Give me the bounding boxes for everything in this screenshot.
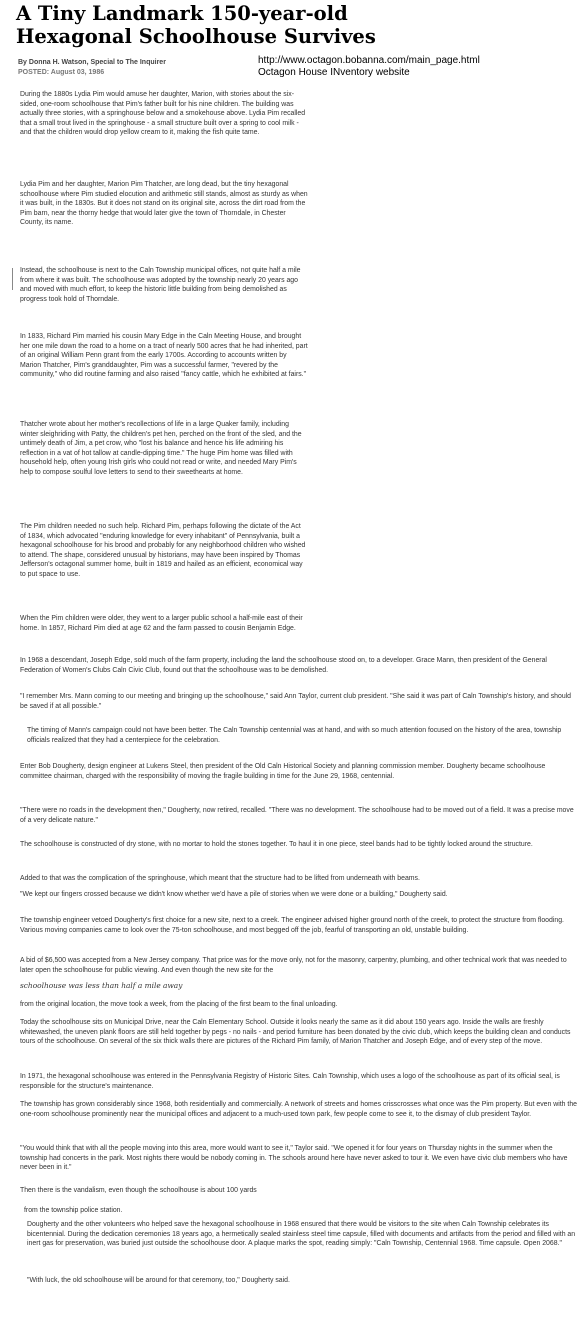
- paragraph-handwritten: schoolhouse was less than half a mile away: [20, 981, 183, 990]
- margin-rule: [12, 268, 13, 290]
- article-title: A Tiny Landmark 150-year-old Hexagonal Schoolhouse Survives: [16, 2, 376, 48]
- paragraph: Enter Bob Dougherty, design engineer at Lukens Steel, then president of the Old Caln Historical Society and planning commission member. Dougherty became schoolhouse committee chairman, charged with the responsibility of moving the fragile building in time for the June 29, 1968, centennial.: [20, 763, 546, 780]
- paragraph: In 1971, the hexagonal schoolhouse was entered in the Pennsylvania Registry of Historic Sites. Caln Township, which uses a logo of the schoolhouse as part of its official seal, is responsible for the structure's maintenance.: [20, 1073, 560, 1090]
- paragraph: The Pim children needed no such help. Richard Pim, perhaps following the dictate of the Act of 1834, which advocated "enduring knowledge for every inhabitant" of Pennsylvania, built a hexagonal schoolhouse for his brood and probably for any neighborhood children who wished to attend. The shape, considered unusual by historians, may have been inspired by Thomas Jefferson's octagonal summer home, built in 1819 and hailed as an efficient, economical way to put space to use.: [20, 523, 306, 578]
- paragraph: The township engineer vetoed Dougherty's first choice for a new site, next to a creek. The engineer advised higher ground north of the creek, to protect the structure from flooding. Various moving companies came to look over the 75-ton schoolhouse, and most begged off the job, fearful of transporting an old, unstable building.: [20, 917, 564, 934]
- paragraph: from the township police station.: [24, 1207, 123, 1214]
- paragraph: "I remember Mrs. Mann coming to our meeting and bringing up the schoolhouse," said Ann Taylor, current club president. "She said it was part of Caln Township's history, and should be saved if at all possible.": [20, 693, 572, 710]
- paragraph: Today the schoolhouse sits on Municipal Drive, near the Caln Elementary School. Outside it looks nearly the same as it did about 150 years ago. Inside the walls are freshly whitewashed, the uneven plank floors are still held together by pegs - no nails - and period furniture has been donated by the civic club, which keeps the building clean and conducts tours of the schoolhouse. On several of the six thick walls there are pictures of the Richard Pim family, of Marion Thatcher and Joseph Edge, and of every step of the move.: [20, 1019, 571, 1045]
- paragraph: In 1968 a descendant, Joseph Edge, sold much of the farm property, including the land the schoolhouse stood on, to a developer. Grace Mann, then president of the General Federation of Women's Clubs Caln Civic Club, found out that the schoolhouse was to be demolished.: [20, 657, 547, 674]
- paragraph: Thatcher wrote about her mother's recollections of life in a large Quaker family, including winter sleighriding with Patty, the children's pet hen, perched on the front of the sled, and the untimely death of Jim, a pet crow, who "lost his balance and hence his life admiring his reflection in a vat of hot tallow at candle-dipping time." The huge Pim home was filled with household help, often young Irish girls who could not read or write, and needed Mary Pim's help to compose soulful love letters to send to their sweethearts at home.: [20, 421, 302, 476]
- byline: By Donna H. Watson, Special to The Inquirer: [18, 59, 166, 66]
- paragraph: Then there is the vandalism, even though the schoolhouse is about 100 yards: [20, 1187, 257, 1194]
- paragraph: from the original location, the move took a week, from the placing of the first beam to the final unloading.: [20, 1001, 338, 1008]
- paragraph: A bid of $6,500 was accepted from a New Jersey company. That price was for the move only, not for the masonry, carpentry, plumbing, and other technical work that was needed to later open the schoolhouse for public viewing. And even though the new site for the: [20, 957, 567, 974]
- paragraph: "There were no roads in the development then," Dougherty, now retired, recalled. "There was no development. The schoolhouse had to be moved out of a field. It was a precise move of a very delicate nature.": [20, 807, 574, 824]
- paragraph: "With luck, the old schoolhouse will be around for that ceremony, too," Dougherty said.: [27, 1277, 290, 1284]
- paragraph: The schoolhouse is constructed of dry stone, with no mortar to hold the stones together. To haul it in one piece, steel bands had to be tightly locked around the structure.: [20, 841, 533, 848]
- paragraph: Lydia Pim and her daughter, Marion Pim Thatcher, are long dead, but the tiny hexagonal schoolhouse where Pim studied elocution and arithmetic still stands, almost as sturdy as when it was built, in the 1830s. But it does not stand on its original site, across the dirt road from the Pim barn, near the thorny hedge that would later give the town of Thorndale, in Chester County, its name.: [20, 181, 308, 226]
- paragraph: The timing of Mann's campaign could not have been better. The Caln Township centennial was at hand, and with so much attention focused on the history of the area, township officials realized that they had a centerpiece for the celebration.: [27, 727, 562, 744]
- paragraph: Added to that was the complication of the springhouse, which meant that the structure had to be lifted from underneath with beams.: [20, 875, 420, 882]
- source-label: Octagon House INventory website: [258, 67, 410, 78]
- paragraph: During the 1880s Lydia Pim would amuse her daughter, Marion, with stories about the six-sided, one-room schoolhouse that Pim's father built for his nine children. The building was actually three stories, with a springhouse below and a smokehouse above. Lydia Pim recalled that a small trout lived in the springhouse - a small structure built over a spring to cool milk - and that the children would drop yellow cream to it, making the fish quite tame.: [20, 91, 306, 136]
- source-url-link[interactable]: http://www.octagon.bobanna.com/main_page.html: [258, 55, 480, 66]
- paragraph: Instead, the schoolhouse is next to the Caln Township municipal offices, not quite half a mile from where it was built. The schoolhouse was adopted by the township nearly 20 years ago and moved with much effort, to keep the historic little building from being demolished as progress took hold of Thorndale.: [20, 267, 301, 303]
- paragraph: "You would think that with all the people moving into this area, more would want to see it," Taylor said. "We opened it for four years on Thursday nights in the summer when the township had concerts in the park. Most nights there would be nobody coming in. The schools around here have never asked to tour it. We even have civic club members who have never been in it.": [20, 1145, 568, 1171]
- paragraph: When the Pim children were older, they went to a larger public school a half-mile east of their home. In 1857, Richard Pim died at age 62 and the farm passed to cousin Benjamin Edge.: [20, 615, 303, 632]
- paragraph: In 1833, Richard Pim married his cousin Mary Edge in the Caln Meeting House, and brought her one mile down the road to a home on a tract of nearly 500 acres that he had inherited, part of an original William Penn grant from the early 1700s. According to accounts written by Marion Thatcher, Pim's granddaughter, Pim was a successful farmer, "revered by the community," who did routine farming and also raised "fancy cattle, which he exhibited at fairs.": [20, 333, 308, 378]
- paragraph: "We kept our fingers crossed because we didn't know whether we'd have a pile of stories when we were done or a building," Dougherty said.: [20, 891, 448, 898]
- posted-date: POSTED: August 03, 1986: [18, 69, 105, 76]
- paragraph: Dougherty and the other volunteers who helped save the hexagonal schoolhouse in 1968 ensured that there would be visitors to the site when Caln Township celebrates its bicentennial. During the dedication ceremonies 18 years ago, a hermetically sealed stainless steel time capsule, filled with documents and artifacts from the period and filled with an inert gas for preservation, was buried just outside the schoolhouse door. A plaque marks the spot, reading simply: "Caln Township, Centennial 1968. Time capsule. Open 2068.": [27, 1221, 576, 1247]
- paragraph: The township has grown considerably since 1968, both residentially and commercially. A network of streets and homes crisscrosses what once was the Pim property. But even with the one-room schoolhouse prominently near the municipal offices and adjacent to a much-used town park, few people come to see it, to the dismay of club president Taylor.: [20, 1101, 578, 1118]
